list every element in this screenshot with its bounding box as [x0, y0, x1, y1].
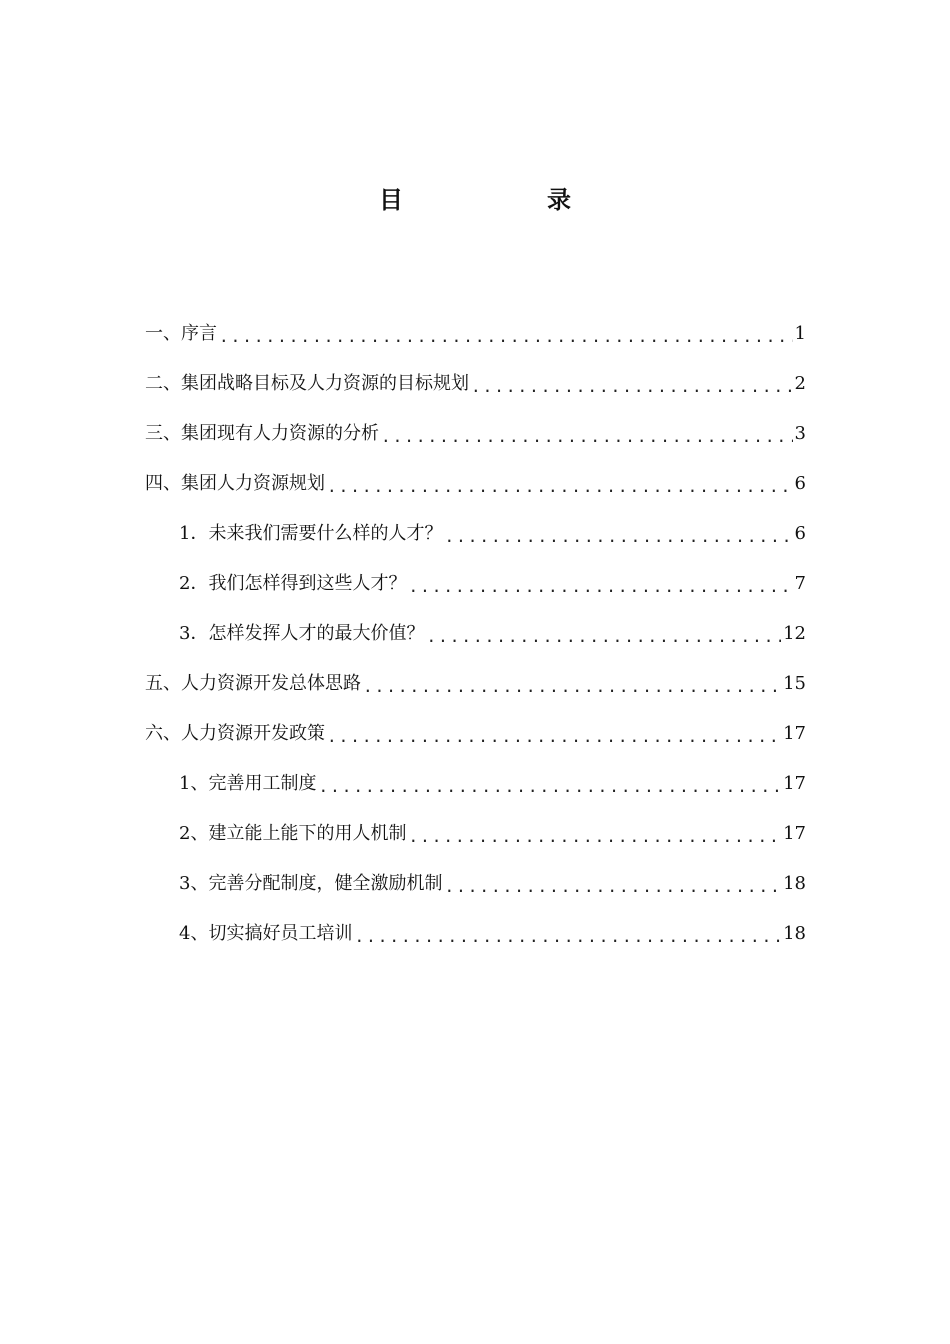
toc-entry [145, 309, 806, 359]
toc-page-number: 3 [794, 423, 806, 444]
toc-subentry [145, 859, 806, 909]
toc-subentry [145, 759, 806, 809]
toc-page-number: 15 [783, 673, 806, 694]
toc-dot-leader [318, 775, 781, 799]
toc-entry-text: 4、切实搞好员工培训 [179, 923, 353, 944]
toc-page-number: 18 [783, 923, 806, 944]
toc-dot-leader [408, 825, 781, 849]
toc-entry-text: 二、集团战略目标及人力资源的目标规划 [145, 373, 469, 394]
toc-page-number: 2 [794, 373, 806, 394]
toc-entry-text: 一、序言 [145, 323, 217, 344]
toc-dot-leader [381, 425, 793, 449]
toc-entry-text: 2．我们怎样得到这些人才？ [179, 573, 407, 594]
toc-entry-text: 2、建立能上能下的用人机制 [179, 823, 407, 844]
toc-page-number: 6 [794, 523, 806, 544]
toc-entry [145, 409, 806, 459]
toc-dot-leader [426, 625, 781, 649]
toc-page-number: 18 [783, 873, 806, 894]
toc-dot-leader [408, 575, 792, 599]
toc-entry [145, 359, 806, 409]
toc-entry-text: 六、人力资源开发政策 [145, 723, 325, 744]
toc-entry-text: 3、完善分配制度，健全激励机制 [179, 873, 443, 894]
toc-page-number: 17 [783, 773, 806, 794]
toc-entry [145, 659, 806, 709]
toc-entry-text: 3．怎样发挥人才的最大价值？ [179, 623, 425, 644]
toc-subentry [145, 559, 806, 609]
toc-page-number: 6 [794, 473, 806, 494]
toc-entry-text: 1．未来我们需要什么样的人才？ [179, 523, 443, 544]
toc-entry [145, 459, 806, 509]
toc-dot-leader [363, 675, 781, 699]
toc-subentry [145, 809, 806, 859]
toc-page-number: 7 [794, 573, 806, 594]
toc-entry-text: 四、集团人力资源规划 [145, 473, 325, 494]
toc-subentry [145, 609, 806, 659]
toc-dot-leader [354, 925, 781, 949]
toc-dot-leader [444, 875, 781, 899]
table-of-contents [145, 309, 806, 959]
toc-page-number: 17 [783, 823, 806, 844]
toc-dot-leader [471, 375, 793, 399]
toc-page-number: 12 [783, 623, 806, 644]
toc-entry-text: 三、集团现有人力资源的分析 [145, 423, 379, 444]
toc-dot-leader [327, 475, 793, 499]
toc-subentry [145, 509, 806, 559]
toc-dot-leader [219, 325, 793, 349]
toc-entry-text: 1、完善用工制度 [179, 773, 317, 794]
toc-dot-leader [327, 725, 781, 749]
toc-title: 目 录 [379, 186, 631, 214]
toc-subentry [145, 909, 806, 959]
toc-page-number: 17 [783, 723, 806, 744]
toc-page-number: 1 [794, 323, 806, 344]
toc-dot-leader [444, 525, 792, 549]
toc-entry-text: 五、人力资源开发总体思路 [145, 673, 361, 694]
toc-entry [145, 709, 806, 759]
